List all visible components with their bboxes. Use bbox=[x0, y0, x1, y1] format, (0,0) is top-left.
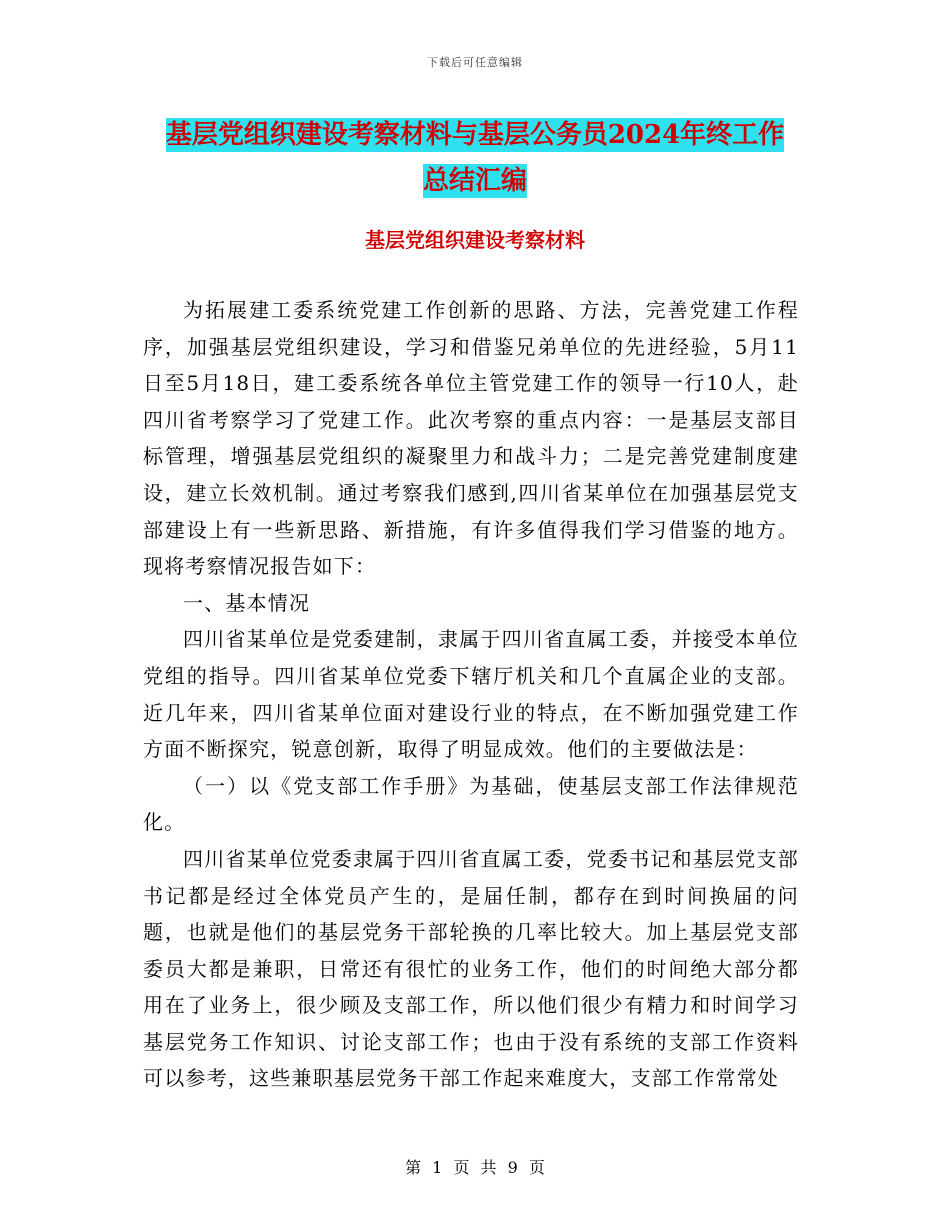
body-text bbox=[143, 292, 799, 1097]
title-line-2: 总结汇编 bbox=[422, 166, 527, 196]
document-title bbox=[0, 112, 950, 204]
title-line-1: 基层党组织建设考察材料与基层公务员2024年终工作 bbox=[165, 120, 785, 150]
subheading-1: （一）以《党支部工作手册》为基础，使基层支部工作法律规范化。 bbox=[143, 773, 799, 835]
section-title: 基层党组织建设考察材料 bbox=[365, 228, 585, 252]
paragraph-intro: 为拓展建工委系统党建工作创新的思路、方法，完善党建工作程序，加强基层党组织建设，学习和借鉴兄弟单位的先进经验，5月11日至5月18日，建工委系统各单位主管党建工作的领导一行10人，赴四川省考察学习了党建工作。此次考察的重点内容：一是基层支部目标管理，增强基层党组织的凝聚里力和战斗力；二是完善党建制度建设，建立长效机制。通过考察我们感到,四川省某单位在加强基层党支部建设上有一些新思路、新措施，有许多值得我们学习借鉴的地方。现将考察情况报告如下： bbox=[143, 298, 799, 579]
heading-basic-situation: 一、基本情况 bbox=[183, 590, 311, 615]
page-footer: 第 1 页 共 9 页 bbox=[405, 1158, 545, 1177]
paragraph-overview: 四川省某单位是党委建制，隶属于四川省直属工委，并接受本单位党组的指导。四川省某单位党委下辖厅机关和几个直属企业的支部。近几年来，四川省某单位面对建设行业的特点，在不断加强党建工作方面不断探究，锐意创新，取得了明显成效。他们的主要做法是： bbox=[143, 627, 799, 762]
paragraph-details: 四川省某单位党委隶属于四川省直属工委，党委书记和基层党支部书记都是经过全体党员产生的，是届任制，都存在到时间换届的问题，也就是他们的基层党务干部轮换的几率比较大。加上基层党支部委员大都是兼职，日常还有很忙的业务工作，他们的时间绝大部分都用在了业务上，很少顾及支部工作，所以他们很少有精力和时间学习基层党务工作知识、讨论支部工作；也由于没有系统的支部工作资料可以参考，这些兼职基层党务干部工作起来难度大，支部工作常常处 bbox=[143, 846, 799, 1091]
header-note: 下载后可任意编辑 bbox=[427, 56, 523, 69]
